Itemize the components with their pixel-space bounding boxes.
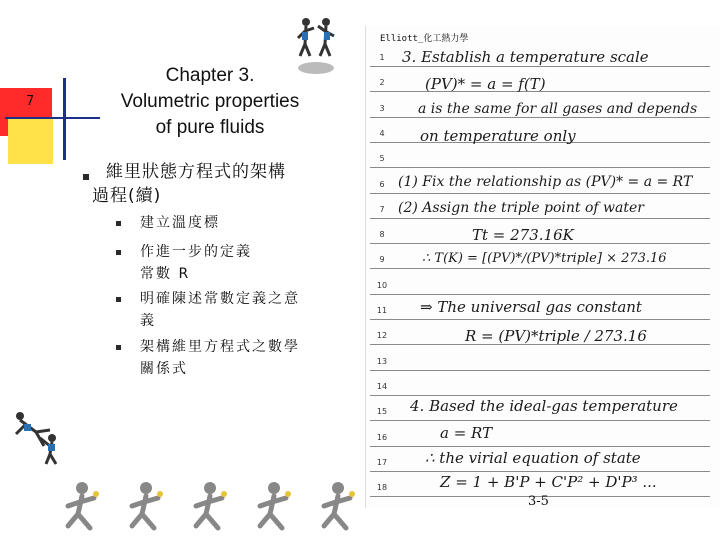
sub-bullet-marker-2 xyxy=(116,250,121,255)
note-line: R = (PV)*triple / 273.16 xyxy=(465,327,647,345)
note-line: ∴ the virial equation of state xyxy=(425,449,641,467)
note-line: 4. Based the ideal-gas temperature xyxy=(410,397,678,415)
notebook-line-number: 11 xyxy=(376,306,388,315)
note-line: ∴ T(K) = [(PV)*/(PV)*triple] × 273.16 xyxy=(422,251,667,266)
corner-horizontal-line xyxy=(5,117,100,119)
notebook-line-number: 15 xyxy=(376,407,388,417)
rock-climber-clipart-icon xyxy=(10,408,62,468)
handwritten-notes-image xyxy=(365,26,720,508)
slide-number: 7 xyxy=(26,94,35,109)
notebook-rule-line xyxy=(370,167,710,168)
notebook-line-number: 17 xyxy=(376,457,388,467)
running-figures-clipart-icon xyxy=(60,478,360,536)
title-line-1: Chapter 3. xyxy=(165,65,255,86)
note-line: 3. Establish a temperature scale xyxy=(402,48,649,66)
notebook-line-number: 5 xyxy=(379,154,385,164)
sub-bullet-3 xyxy=(140,288,340,332)
note-line: Tt = 273.16K xyxy=(472,226,574,244)
notebook-line-number: 7 xyxy=(379,204,385,214)
corner-yellow-block xyxy=(8,118,53,164)
notebook-line-number: 8 xyxy=(379,230,385,240)
note-line: ⇒ The universal gas constant xyxy=(420,298,642,316)
note-line: (2) Assign the triple point of water xyxy=(398,200,644,216)
slide-title xyxy=(95,63,325,141)
main-bullet-line-2: 過程(續) xyxy=(92,186,162,206)
main-bullet-text xyxy=(92,160,332,208)
note-line: Z = 1 + B'P + C'P² + D'P³ ... xyxy=(440,473,657,491)
title-line-2: Volumetric properties xyxy=(120,91,300,112)
sub-bullet-1-line-1: 建立溫度標 xyxy=(140,215,220,231)
notebook-line-number: 3 xyxy=(379,103,385,113)
notebook-rule-line xyxy=(370,370,710,371)
notebook-line-number: 2 xyxy=(379,78,385,88)
notebook-line-number: 1 xyxy=(379,53,385,62)
notebook-rule-line xyxy=(370,446,710,447)
title-line-3: of pure fluids xyxy=(155,117,265,138)
sub-bullet-3-line-1: 明確陳述常數定義之意 xyxy=(140,291,300,307)
notebook-line-number: 16 xyxy=(376,432,388,442)
sub-bullet-4-line-2: 關係式 xyxy=(140,361,188,377)
notebook-rule-line xyxy=(370,294,710,295)
sub-bullet-1 xyxy=(140,212,340,234)
note-line: (PV)* = a = f(T) xyxy=(425,75,546,93)
notebook-header: Elliott_化工熱力學 xyxy=(380,34,469,44)
sub-bullet-2-line-1: 作進一步的定義 xyxy=(140,244,252,260)
note-line: a = RT xyxy=(440,424,493,442)
main-bullet-marker xyxy=(83,174,89,180)
notebook-line-number: 10 xyxy=(376,280,388,290)
notebook-line-number: 13 xyxy=(376,356,388,366)
corner-vertical-line xyxy=(63,78,66,160)
notebook-rule-line xyxy=(370,471,710,472)
sub-bullet-4-line-1: 架構維里方程式之數學 xyxy=(140,339,300,355)
notebook-line-number: 18 xyxy=(376,483,388,493)
note-line: (1) Fix the relationship as (PV)* = a = RT xyxy=(398,174,693,190)
notebook-line-number: 4 xyxy=(379,128,385,138)
notebook-line-number: 9 xyxy=(379,255,385,265)
note-line: a is the same for all gases and depends xyxy=(418,101,698,117)
page-number: 3-5 xyxy=(528,494,549,509)
sub-bullet-marker-1 xyxy=(116,221,121,226)
main-bullet-line-1: 維里狀態方程式的架構 xyxy=(106,162,286,182)
sub-bullet-marker-4 xyxy=(116,345,121,350)
notebook-line-number: 14 xyxy=(376,381,388,391)
notebook-rule-line xyxy=(370,420,710,421)
notebook-rule-line xyxy=(370,395,710,396)
notebook-line-number: 6 xyxy=(379,179,385,189)
notebook-rule-line xyxy=(370,66,710,67)
note-line: on temperature only xyxy=(420,127,576,145)
notebook-rule-line xyxy=(370,218,710,219)
notebook-line-number: 12 xyxy=(376,331,388,341)
sub-bullet-2 xyxy=(140,241,340,285)
notebook-rule-line xyxy=(370,193,710,194)
sub-bullet-marker-3 xyxy=(116,297,121,302)
notebook-rule-line xyxy=(370,319,710,320)
notebook-rule-line xyxy=(370,268,710,269)
sub-bullet-2-line-2: 常數 R xyxy=(140,266,191,282)
sub-bullet-4 xyxy=(140,336,340,380)
sub-bullet-3-line-2: 義 xyxy=(140,313,156,329)
